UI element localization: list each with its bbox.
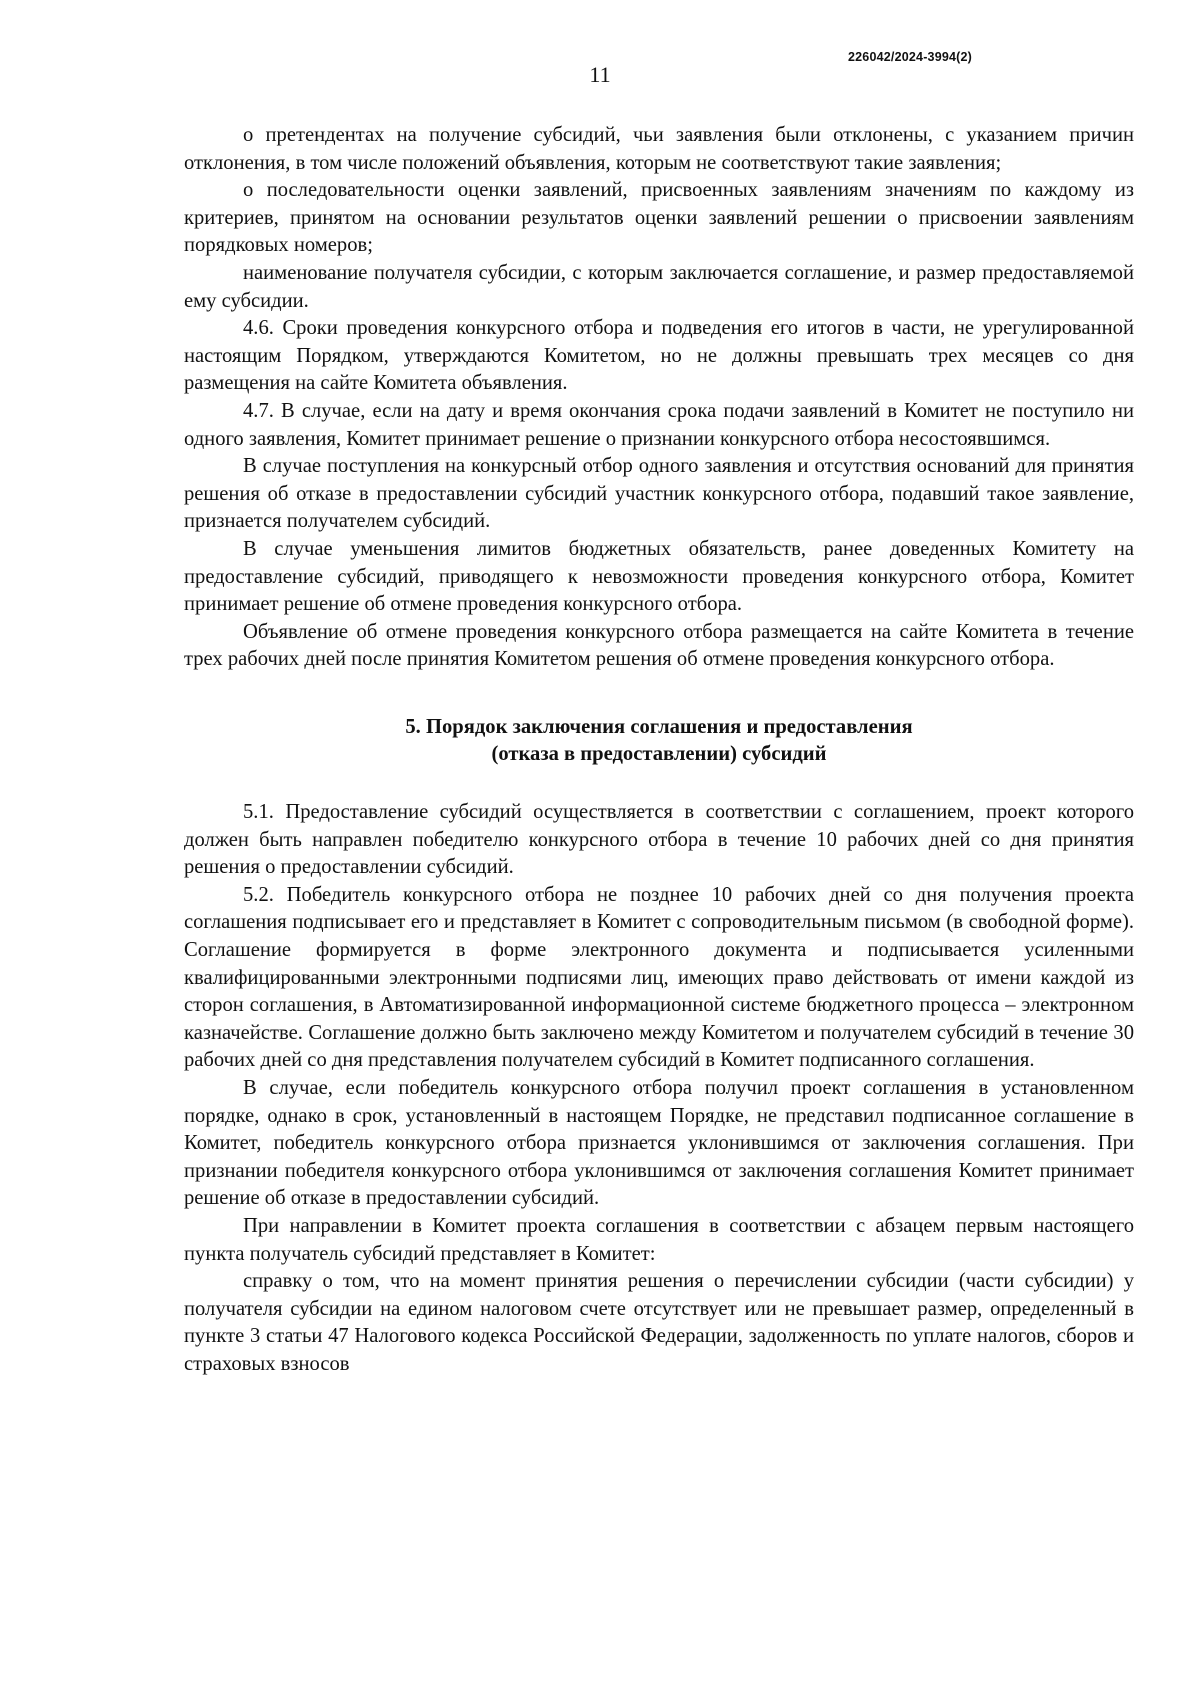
paragraph-4-7: 4.7. В случае, если на дату и время окончания срока подачи заявлений в Комитет не поступило ни одного заявления, Комитет принимает решение о признании конкурсного отбора несостоявшимся. bbox=[184, 399, 1134, 450]
page-number: 11 bbox=[589, 62, 611, 87]
section-heading-line-1: 5. Порядок заключения соглашения и предоставления bbox=[405, 715, 913, 738]
section-heading bbox=[184, 714, 1134, 769]
paragraph: о последовательности оценки заявлений, присвоенных заявлениям значениям по каждому из критериев, принятом на основании результатов оценки заявлений решении о присвоении заявлениям порядковых номеров; bbox=[184, 179, 1134, 257]
paragraph: справку о том, что на момент принятия решения о перечислении субсидии (части субсидии) у получателя субсидии на едином налоговом счете отсутствует или не превышает размер, определенный в пункте 3 статьи 47 Налогового кодекса Российской Федерации, задолженность по уплате налогов, сборов и страховых взносов bbox=[184, 1270, 1134, 1375]
paragraph-5-1: 5.1. Предоставление субсидий осуществляется в соответствии с соглашением, проект которого должен быть направлен победителю конкурсного отбора в течение 10 рабочих дней со дня принятия решения о предоставлении субсидий. bbox=[184, 801, 1134, 879]
paragraph: наименование получателя субсидии, с которым заключается соглашение, и размер предоставляемой ему субсидии. bbox=[184, 261, 1134, 312]
paragraph: В случае поступления на конкурсный отбор одного заявления и отсутствия оснований для принятия решения об отказе в предоставлении субсидий участник конкурсного отбора, подавший такое заявление, признается получателем субсидий. bbox=[184, 455, 1134, 533]
document-registration-number: 226042/2024-3994(2) bbox=[848, 50, 973, 64]
paragraph-4-6: 4.6. Сроки проведения конкурсного отбора и подведения его итогов в части, не урегулированной настоящим Порядком, утверждаются Комитетом, но не должны превышать трех месяцев со дня размещения на сайте Комитета объявления. bbox=[184, 317, 1134, 395]
paragraph: При направлении в Комитет проекта соглашения в соответствии с абзацем первым настоящего пункта получатель субсидий представляет в Комитет: bbox=[184, 1214, 1134, 1265]
paragraph: Объявление об отмене проведения конкурсного отбора размещается на сайте Комитета в течение трех рабочих дней после принятия Комитетом решения об отмене проведения конкурсного отбора. bbox=[184, 620, 1134, 671]
paragraph: В случае, если победитель конкурсного отбора получил проект соглашения в установленном порядке, однако в срок, установленный в настоящем Порядке, не представил подписанное соглашение в Комитет, победитель конкурсного отбора признается уклонившимся от заключения соглашения. При признании победителя конкурсного отбора уклонившимся от заключения соглашения Комитет принимает решение об отказе в предоставлении субсидий. bbox=[184, 1077, 1134, 1210]
paragraph-5-2: 5.2. Победитель конкурсного отбора не позднее 10 рабочих дней со дня получения проекта соглашения подписывает его и представляет в Комитет с сопроводительным письмом (в свободной форме). Соглашение формируется в форме электронного документа и подписывается усиленными квалифицированными электронными подписями лиц, имеющих право действовать от имени каждой из сторон соглашения, в Автоматизированной информационной системе бюджетного процесса – электронном казначействе. Соглашение должно быть заключено между Комитетом и получателем субсидий в течение 30 рабочих дней со дня представления получателем субсидий в Комитет подписанного соглашения. bbox=[184, 883, 1134, 1072]
paragraph: В случае уменьшения лимитов бюджетных обязательств, ранее доведенных Комитету на предоставление субсидий, приводящего к невозможности проведения конкурсного отбора, Комитет принимает решение об отмене проведения конкурсного отбора. bbox=[184, 537, 1134, 616]
document-body bbox=[184, 122, 1134, 1379]
paragraph: о претендентах на получение субсидий, чьи заявления были отклонены, с указанием причин отклонения, в том числе положений объявления, которым не соответствуют такие заявления; bbox=[184, 124, 1134, 174]
section-heading-line-2: (отказа в предоставлении) субсидий bbox=[491, 743, 827, 766]
